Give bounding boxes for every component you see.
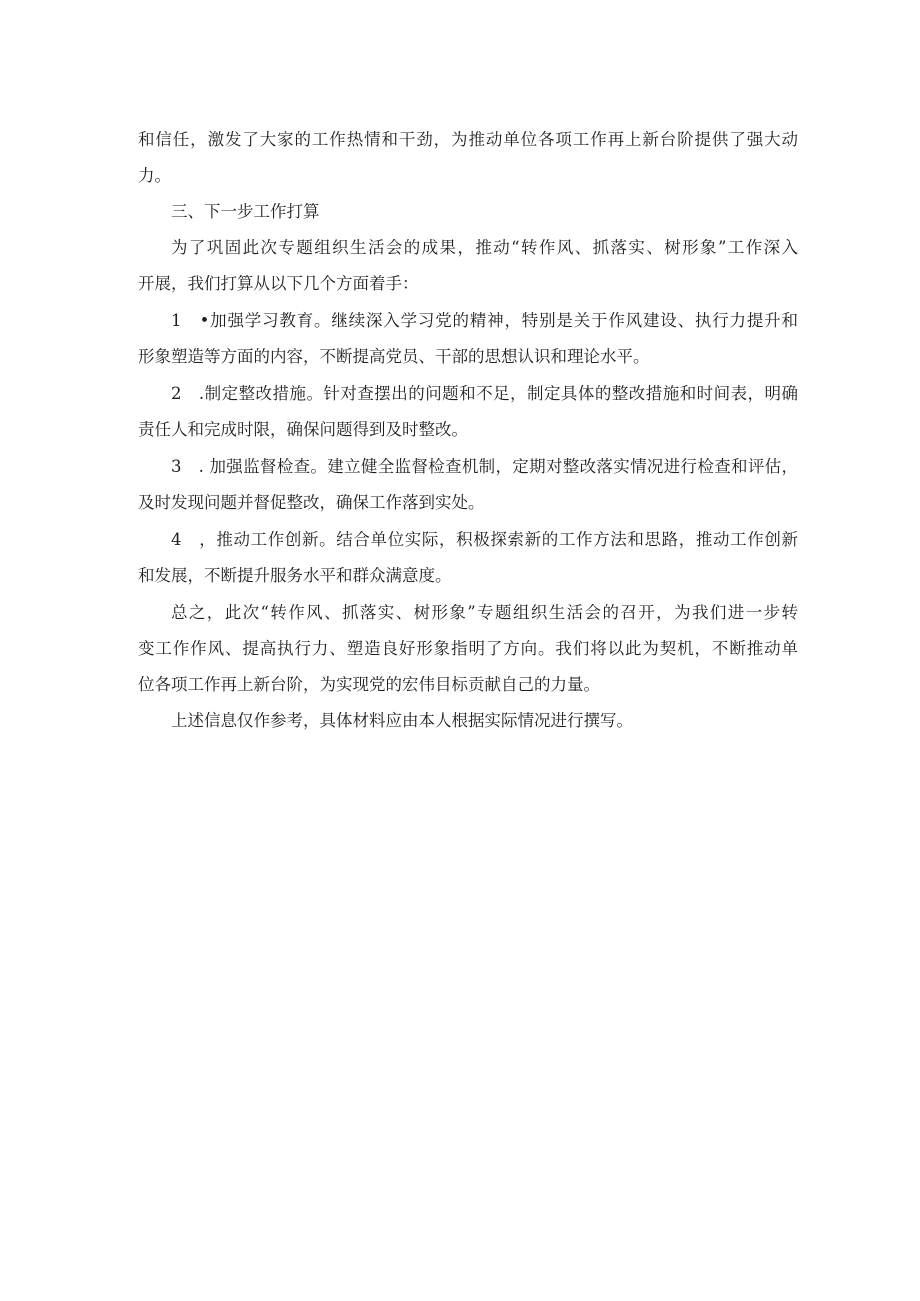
text-line: 和发展，不断提升服务水平和群众满意度。 (138, 566, 452, 585)
text-line: 上述信息仅作参考，具体材料应由本人根据实际情况进行撰写。 (171, 711, 633, 730)
paragraph-conclusion (138, 595, 798, 703)
text-line: 和信任，激发了大家的工作热情和干劲，为推动单位各项工作再上新台阶提供了强大动 (138, 130, 798, 149)
list-item-2 (138, 376, 798, 448)
list-item-4 (138, 522, 798, 594)
text-line: 为了巩固此次专题组织生活会的成果，推动“转作风、抓落实、树形象”工作深入 (171, 238, 798, 257)
text-line: 及时发现问题并督促整改，确保工作落到实处。 (138, 493, 485, 512)
list-item-3 (138, 449, 798, 521)
text-line: 4 ，推动工作创新。结合单位实际，积极探索新的工作方法和思路，推动工作创新 (171, 530, 798, 549)
text-line: 2 .制定整改措施。针对查摆出的问题和不足，制定具体的整改措施和时间表，明确 (171, 384, 798, 403)
heading-text: 三、下一步工作打算 (171, 202, 320, 221)
text-line: 形象塑造等方面的内容，不断提高党员、干部的思想认识和理论水平。 (138, 347, 650, 366)
paragraph-continuation (138, 122, 798, 194)
text-line: 责任人和完成时限，确保问题得到及时整改。 (138, 420, 468, 439)
section-heading (138, 194, 798, 230)
text-line: 总之，此次“转作风、抓落实、树形象”专题组织生活会的召开，为我们进一步转 (171, 603, 798, 622)
text-line: 变工作作风、提高执行力、塑造良好形象指明了方向。我们将以此为契机，不断推动单 (138, 639, 798, 658)
text-line: 1 •加强学习教育。继续深入学习党的精神，特别是关于作风建设、执行力提升和 (171, 311, 798, 330)
paragraph-intro (138, 230, 798, 302)
text-line: 开展，我们打算从以下几个方面着手： (138, 274, 419, 293)
text-line: 位各项工作再上新台阶，为实现党的宏伟目标贡献自己的力量。 (138, 675, 600, 694)
paragraph-note (138, 703, 798, 739)
list-item-1 (138, 303, 798, 375)
text-line: 3 . 加强监督检查。建立健全监督检查机制，定期对整改落实情况进行检查和评估， (171, 457, 798, 476)
text-line: 力。 (138, 166, 171, 185)
